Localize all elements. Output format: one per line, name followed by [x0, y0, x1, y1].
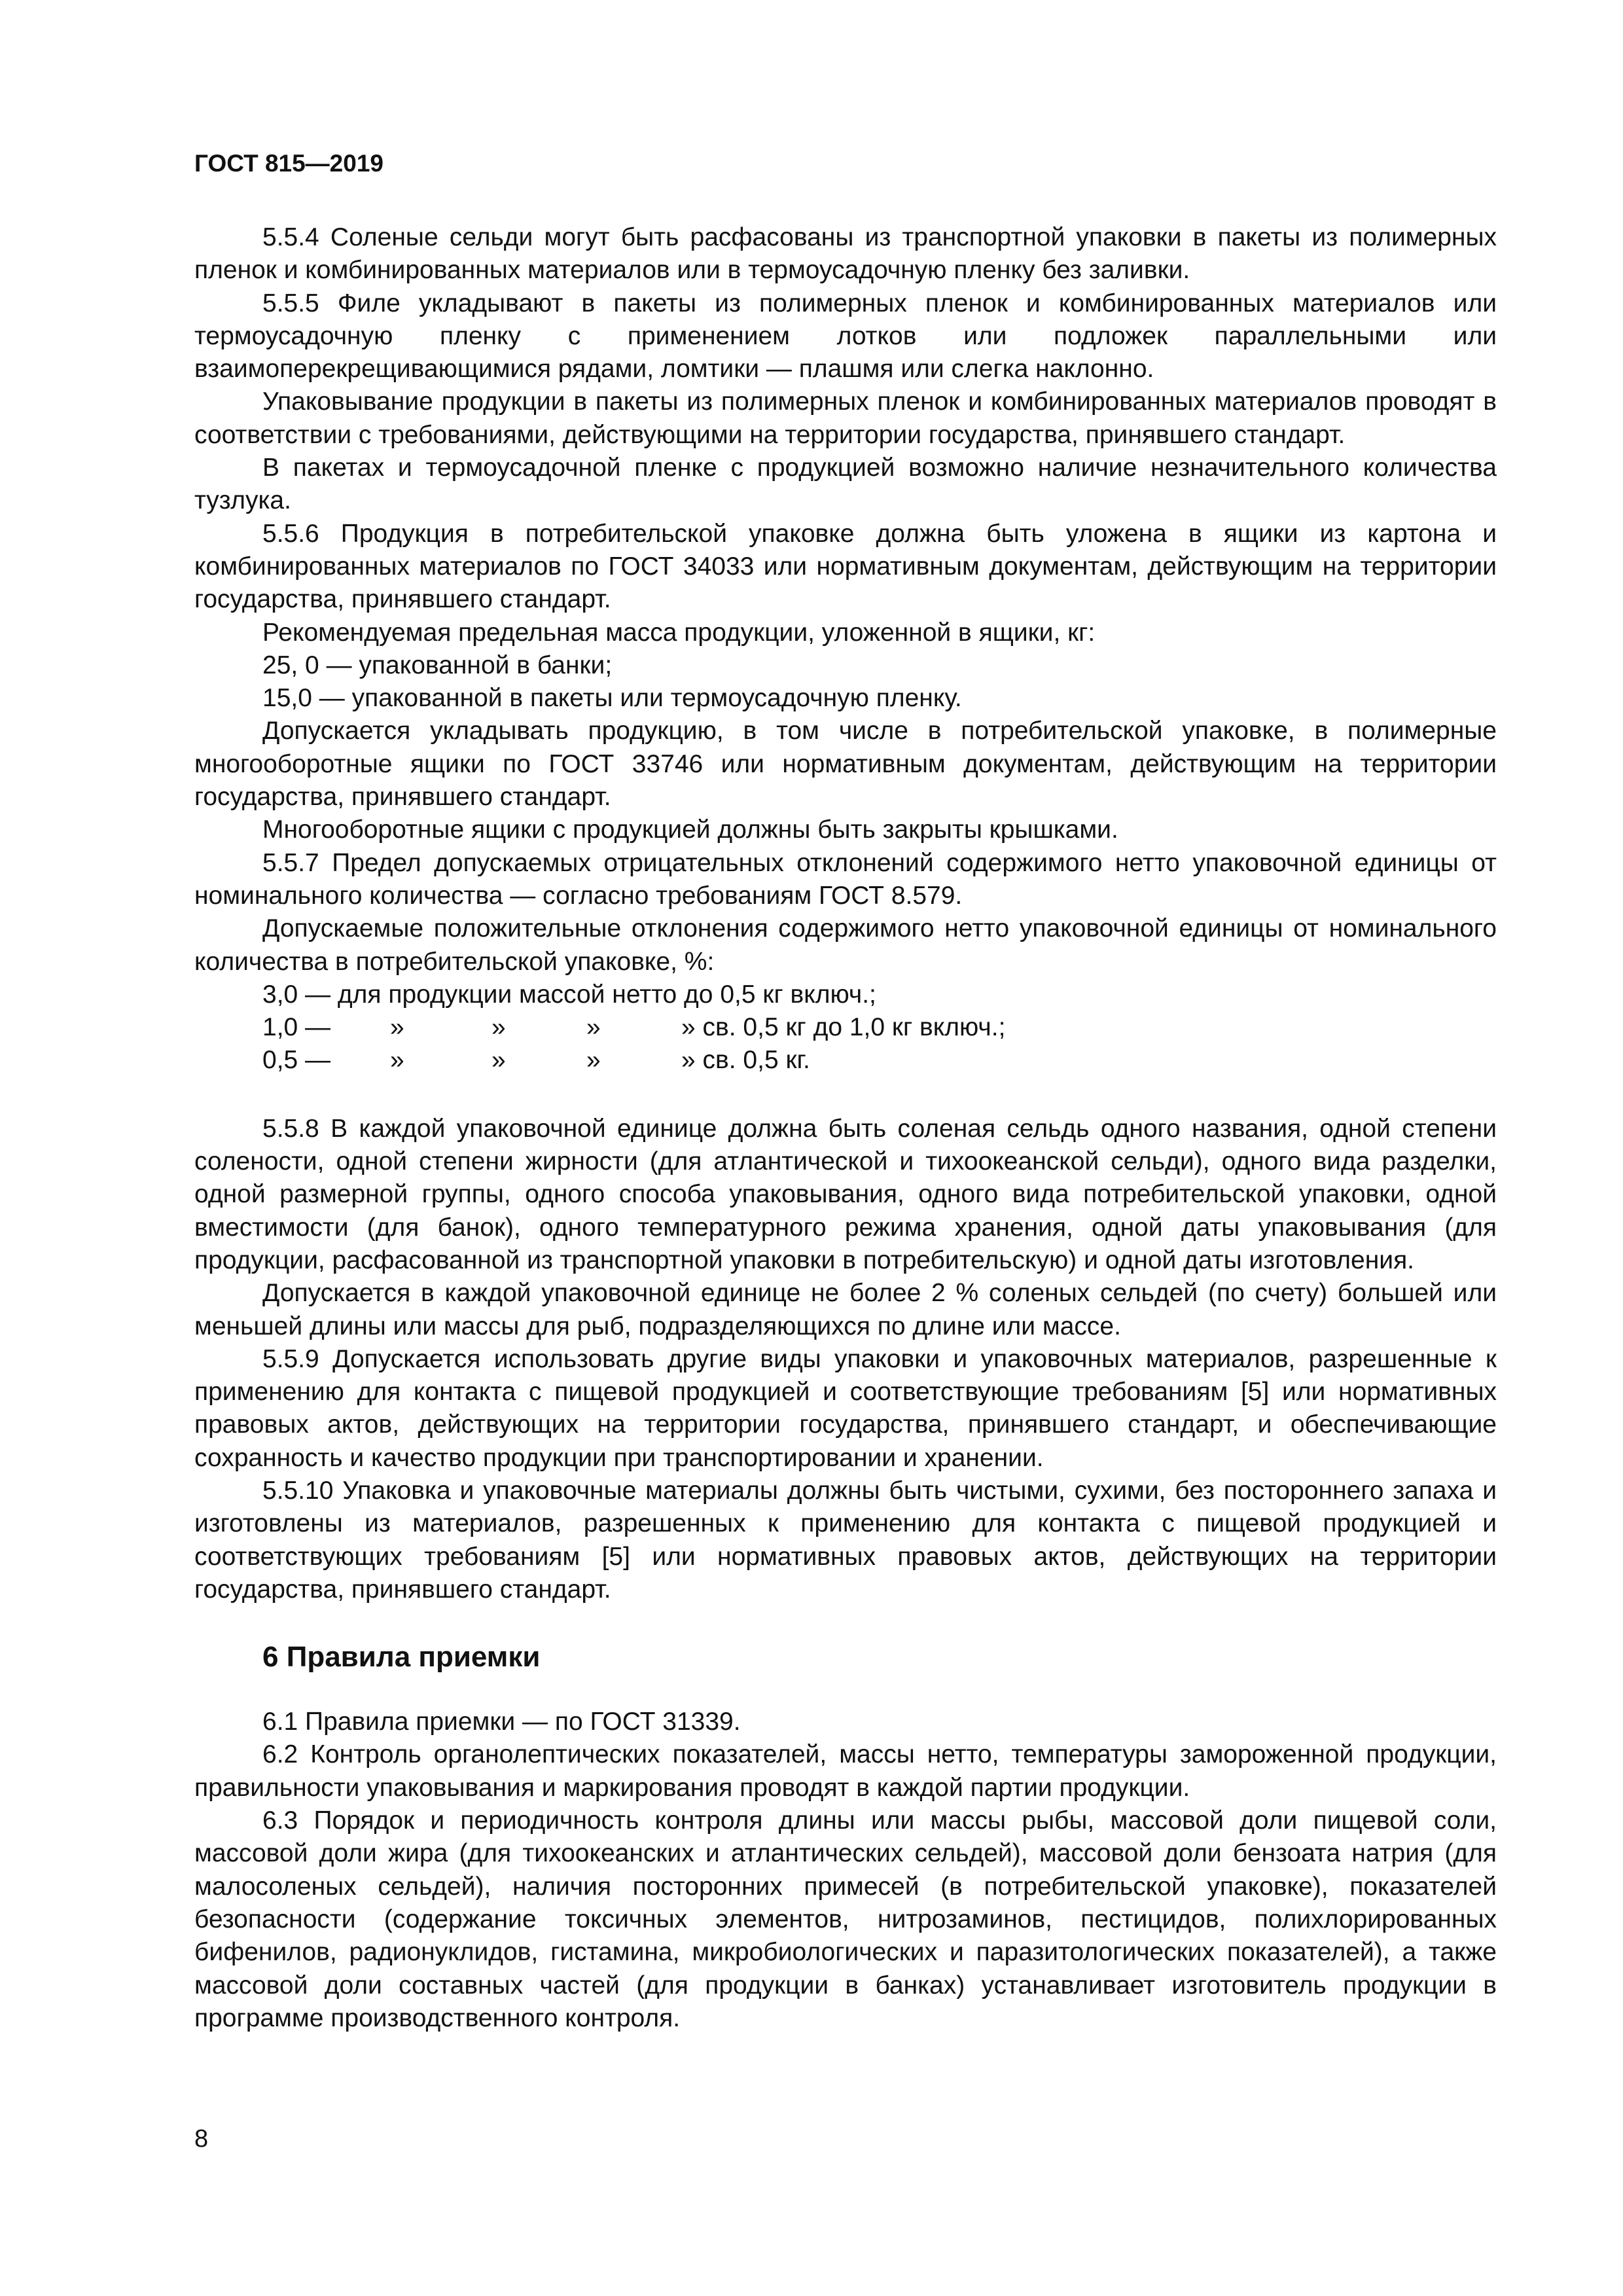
- paragraph-reusable-boxes: Допускается укладывать продукцию, в том числе в потребительской упаковке, в полимерные многооборотные ящики по ГОСТ 33746 или нормативным документам, действующим на территории государства, принявшего стандарт.: [194, 717, 1497, 812]
- paragraph-5-5-6: 5.5.6 Продукция в потребительской упаковке должна быть уложена в ящики из картона и комбинированных материалов по ГОСТ 34033 или нормативным документам, действующим на территории государства, принявшего стандарт.: [194, 519, 1497, 614]
- section-6-heading: 6 Правила приемки: [262, 1641, 541, 1674]
- paragraph-packaging-requirements: Упаковывание продукции в пакеты из полимерных пленок и комбинированных материалов проводят в соответствии с требованиями, действующими на территории государства, принявшего стандарт.: [194, 387, 1497, 449]
- paragraph-5-5-9: 5.5.9 Допускается использовать другие виды упаковки и упаковочных материалов, разрешенные к применению для контакта с пищевой продукцией и соответствующие требованиям [5] или нормативных правовых актов, действующих на территории государства, принявшего стандарт, и обеспечивающие сохранность и качество продукции при транспортировании и хранении.: [194, 1344, 1497, 1472]
- list-item-deviation-3-0: 3,0 — для продукции массой нетто до 0,5 кг включ.;: [262, 980, 876, 1009]
- paragraph-6-1: 6.1 Правила приемки — по ГОСТ 31339.: [262, 1708, 741, 1736]
- ditto-mark: »: [390, 1013, 404, 1042]
- paragraph-5-5-7: 5.5.7 Предел допускаемых отрицательных отклонений содержимого нетто упаковочной единицы от номинального количества — согласно требованиям ГОСТ 8.579.: [194, 848, 1497, 910]
- paragraph-tuzluk: В пакетах и термоусадочной пленке с продукцией возможно наличие незначительного количества тузлука.: [194, 454, 1497, 515]
- document-body: [194, 221, 1497, 2035]
- paragraph-5-5-4: 5.5.4 Соленые сельди могут быть расфасованы из транспортной упаковки в пакеты из полимерных пленок и комбинированных материалов или в термоусадочную пленку без заливки.: [194, 223, 1497, 285]
- ditto-mark: »: [390, 1046, 404, 1075]
- paragraph-positive-deviations: Допускаемые положительные отклонения содержимого нетто упаковочной единицы от номинального количества в потребительской упаковке, %:: [194, 914, 1497, 976]
- ditto-mark: »: [586, 1046, 601, 1075]
- deviation-row-1-0: [262, 1011, 1497, 1044]
- paragraph-5-5-8: 5.5.8 В каждой упаковочной единице должна быть соленая сельдь одного названия, одной степени солености, одной степени жирности (для атлантической и тихоокеанской сельди), одного вида разделки, одной размерной группы, одного способа упаковывания, одного вида потребительской упаковки, одной вместимости (для банок), одного температурного режима хранения, одной даты упаковывания (для продукции, расфасованной из транспортной упаковки в потребительскую) и одной даты изготовления.: [194, 1114, 1497, 1274]
- list-item-cans: 25, 0 — упакованной в банки;: [262, 651, 613, 679]
- spacer: [194, 1077, 1497, 1113]
- deviation-value: 0,5 —: [262, 1046, 331, 1075]
- standard-header: ГОСТ 815—2019: [194, 150, 383, 177]
- deviation-row-0-5: [262, 1044, 1497, 1077]
- paragraph-lids: Многооборотные ящики с продукцией должны быть закрыты крышками.: [262, 816, 1118, 844]
- deviation-condition: » св. 0,5 кг до 1,0 кг включ.;: [681, 1013, 1006, 1042]
- paragraph-5-5-10: 5.5.10 Упаковка и упаковочные материалы должны быть чистыми, сухими, без постороннего запаха и изготовлены из материалов, разрешенных к применению для контакта с пищевой продукцией и соответствующих требованиям [5] или нормативных правовых актов, действующих на территории государства, принявшего стандарт.: [194, 1476, 1497, 1604]
- deviation-condition: » св. 0,5 кг.: [681, 1046, 810, 1075]
- paragraph-5-5-5: 5.5.5 Филе укладывают в пакеты из полимерных пленок и комбинированных материалов или термоусадочную пленку с применением лотков или подложек параллельными или взаимоперекрещивающимися рядами, ломтики — плашмя или слегка наклонно.: [194, 289, 1497, 384]
- paragraph-6-2: 6.2 Контроль органолептических показателей, массы нетто, температуры замороженной продукции, правильности упаковывания и маркирования проводят в каждой партии продукции.: [194, 1740, 1497, 1802]
- ditto-mark: »: [586, 1013, 601, 1042]
- paragraph-length-mass-tolerance: Допускается в каждой упаковочной единице не более 2 % соленых сельдей (по счету) большей или меньшей длины или массы для рыб, подразделяющихся по длине или массе.: [194, 1279, 1497, 1340]
- paragraph-recommended-mass: Рекомендуемая предельная масса продукции, уложенной в ящики, кг:: [262, 618, 1096, 647]
- ditto-mark: »: [491, 1013, 506, 1042]
- deviation-value: 1,0 —: [262, 1013, 331, 1042]
- list-item-bags: 15,0 — упакованной в пакеты или термоусадочную пленку.: [262, 684, 962, 713]
- ditto-mark: »: [491, 1046, 506, 1075]
- page-number: 8: [194, 2125, 209, 2153]
- paragraph-6-3: 6.3 Порядок и периодичность контроля длины или массы рыбы, массовой доли пищевой соли, массовой доли жира (для тихоокеанских и атлантических сельдей), массовой доли бензоата натрия (для малосоленых сельдей), наличия посторонних примесей (в потребительской упаковке), показателей безопасности (содержание токсичных элементов, нитрозаминов, пестицидов, полихлорированных бифенилов, радионуклидов, гистамина, микробиологических и паразитологических показателей), а также массовой доли составных частей (для продукции в банках) устанавливает изготовитель продукции в программе производственного контроля.: [194, 1806, 1497, 2032]
